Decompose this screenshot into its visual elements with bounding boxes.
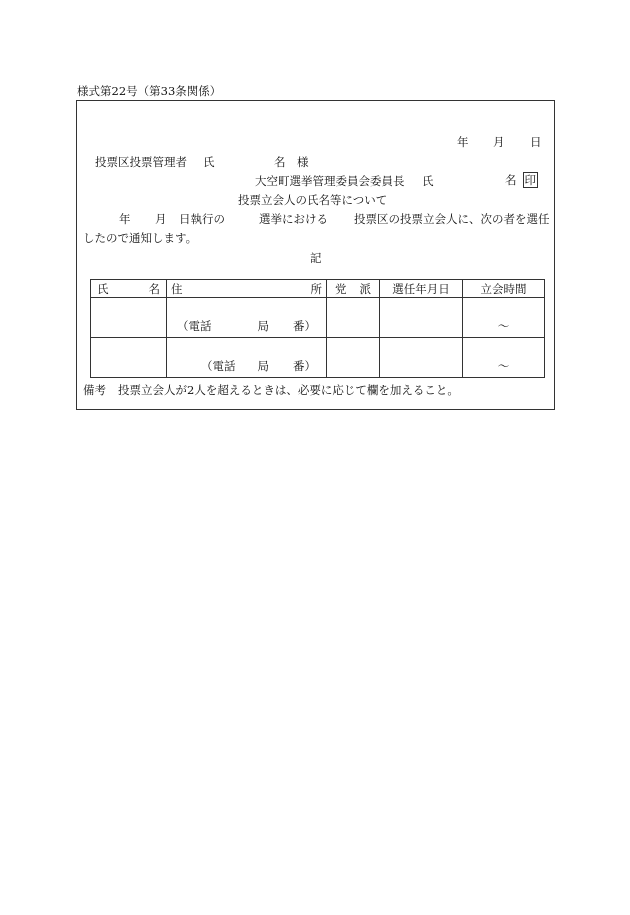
header-addr-a: 住 (171, 281, 183, 296)
addressee-family: 氏 (203, 155, 215, 169)
phone-kyoku: 局 (257, 319, 269, 333)
cell-appoint-date (380, 338, 463, 378)
addressee-honorific: 様 (297, 155, 309, 169)
body-year: 年 (119, 212, 131, 226)
header-addr-b: 所 (310, 281, 322, 296)
cell-address (167, 338, 327, 378)
header-name-b: 名 (148, 281, 160, 296)
header-party (327, 280, 380, 298)
header-name (91, 280, 167, 298)
note (83, 382, 459, 398)
form-number: 様式第22号（第33条関係） (77, 84, 222, 98)
addressee-label: 投票区投票管理者 (95, 155, 187, 169)
body-rest: 投票区の投票立会人に、次の者を選任 (354, 212, 550, 226)
header-party-a: 党 (335, 281, 347, 296)
date-year: 年 (457, 135, 469, 149)
cell-party (327, 298, 380, 338)
sender-given (505, 172, 538, 188)
cell-appoint-date (380, 298, 463, 338)
cell-name (91, 338, 167, 378)
phone-ban: 番） (293, 359, 316, 373)
body-line2: したので通知します。 (83, 231, 198, 245)
phone-ban: 番） (293, 319, 316, 333)
phone-open: （電話 (177, 319, 212, 333)
note-text: 投票立会人が2人を超えるときは、必要に応じて欄を加えること。 (118, 383, 459, 397)
header-time: 立会時間 (463, 280, 545, 298)
cell-address (167, 298, 327, 338)
seal-mark: 印 (524, 173, 536, 187)
cell-time: ～ (463, 298, 545, 338)
sender-given-text: 名 (505, 173, 517, 187)
table-row (91, 338, 545, 378)
header-appoint-date: 選任年月日 (380, 280, 463, 298)
phone-open: （電話 (201, 359, 236, 373)
sender-title: 大空町選挙管理委員会委員長 (255, 174, 405, 188)
body-month: 月 (155, 212, 167, 226)
cell-name (91, 298, 167, 338)
subject: 投票立会人の氏名等について (238, 193, 388, 207)
body-day-exec: 日執行の (179, 212, 225, 226)
header-address (167, 280, 327, 298)
members-table (90, 279, 545, 378)
table-row (91, 298, 545, 338)
note-label: 備考 (83, 383, 106, 397)
form-frame (76, 100, 555, 410)
phone-kyoku: 局 (257, 359, 269, 373)
cell-party (327, 338, 380, 378)
date-day: 日 (530, 135, 542, 149)
header-name-a: 氏 (97, 281, 109, 296)
addressee-given: 名 (274, 155, 286, 169)
date-month: 月 (493, 135, 505, 149)
cell-time: ～ (463, 338, 545, 378)
table-header-row (91, 280, 545, 298)
ki-heading: 記 (310, 251, 322, 265)
body-election: 選挙における (259, 212, 328, 226)
sender-family: 氏 (422, 174, 434, 188)
header-party-b: 派 (359, 281, 371, 296)
